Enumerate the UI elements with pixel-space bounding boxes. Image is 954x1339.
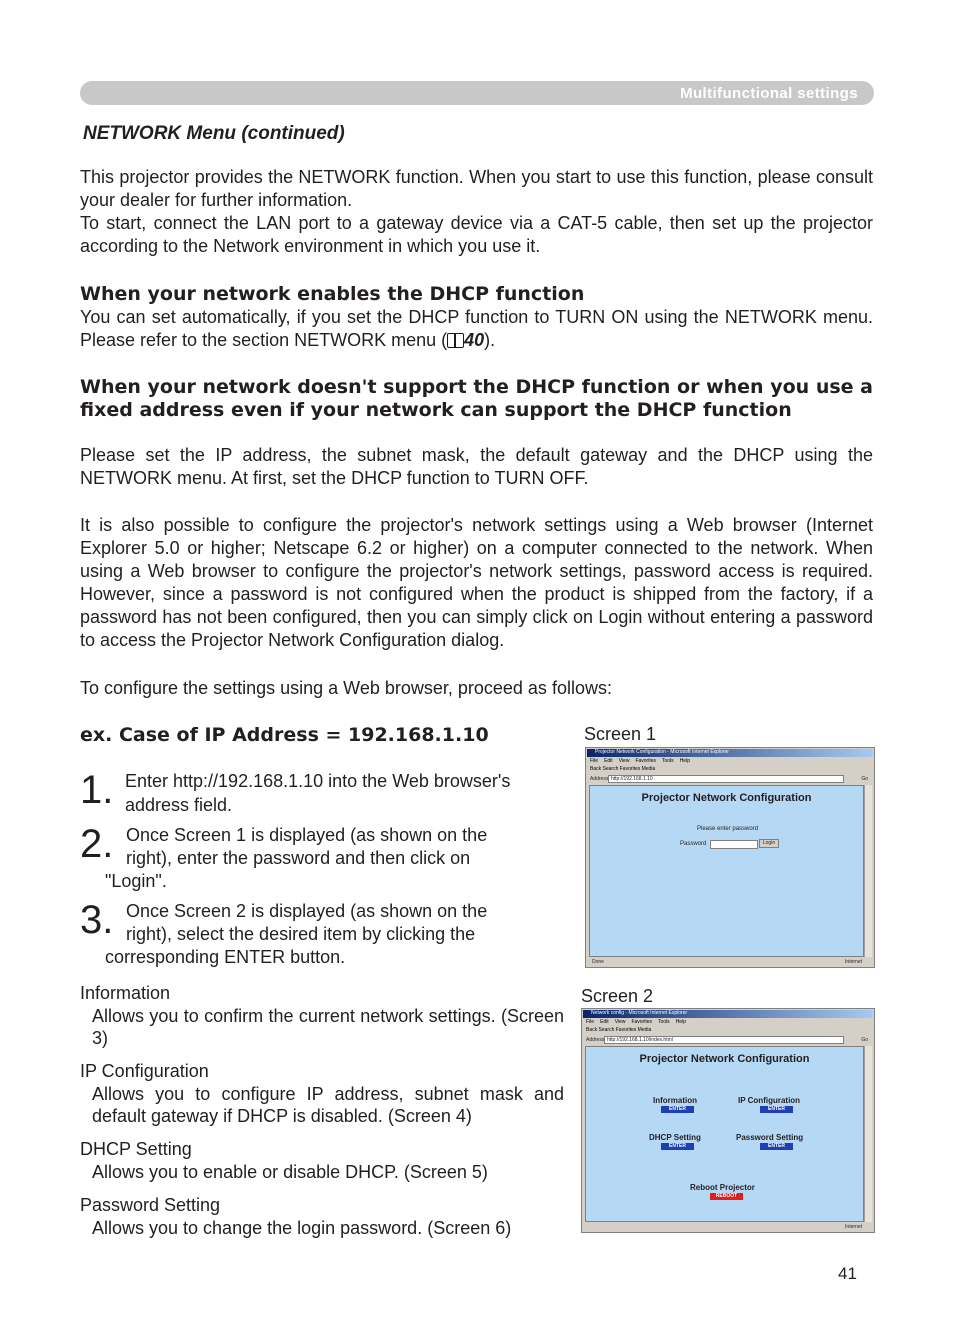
address-label: Address [586,1037,605,1043]
header-bar [80,81,874,105]
section-title: NETWORK Menu (continued) [83,123,345,144]
menu-item[interactable]: Help [675,1019,686,1025]
dhcp-enabled-text-after: ). [484,330,496,350]
password-label: Password [680,841,707,847]
menu-item[interactable]: File [590,758,599,764]
screen1-browser [585,747,875,968]
menu-item[interactable]: Favorites [631,1019,652,1025]
intro [80,166,873,258]
password-input[interactable] [710,840,758,849]
screen2-caption: Screen 2 [581,986,654,1006]
dhcp-fixed-heading: When your network doesn't support the DHCP function or when you use a fixed address even if your network can support the DHCP function [80,376,873,421]
scrollbar[interactable] [864,1046,872,1222]
example-heading: ex. Case of IP Address = 192.168.1.10 [80,724,489,746]
step-line: right), enter the password and then click on [126,848,471,868]
window-titlebar [587,749,873,757]
step-line: right), select the desired item by clicking the [126,924,476,944]
menu-item[interactable]: Help [679,758,690,764]
menu-item[interactable]: Edit [604,758,613,764]
dhcp-enabled-heading: When your network enables the DHCP function [80,283,585,305]
password-prompt: Please enter password [697,826,759,832]
step-line: address field. [125,795,233,815]
window-title: Network config - Microsoft Internet Explorer [591,1010,688,1016]
status-bar [584,1224,872,1231]
item-title: Information [80,983,171,1003]
reboot-label: Reboot Projector [690,1183,755,1192]
page-reference[interactable]: 40 [464,330,485,350]
page-heading: Projector Network Configuration [639,1053,810,1065]
option-ip-configuration: IP Configuration [738,1096,801,1105]
dhcp-enabled-text [80,306,873,352]
scrollbar[interactable] [864,785,872,957]
step-line: Once Screen 1 is displayed (as shown on the [126,825,488,845]
step-number: 2. [80,822,114,866]
menu-item[interactable]: View [618,758,630,764]
password-setting-enter-button[interactable]: ENTER [760,1143,793,1150]
reboot-button[interactable]: REBOOT [710,1193,743,1200]
dhcp-setting-enter-button[interactable]: ENTER [661,1143,694,1150]
step-line: corresponding ENTER button. [105,947,346,967]
step-number: 3. [80,898,114,942]
option-password-setting: Password Setting [736,1133,804,1142]
option-information: Information [653,1096,697,1105]
menu-bar [586,1019,692,1025]
status-bar [588,959,872,966]
menu-item[interactable]: Favorites [635,758,656,764]
window-title: Projector Network Configuration - Microsoft Internet Explorer [595,749,729,755]
menu-item[interactable]: File [586,1019,595,1025]
address-bar [584,1036,872,1044]
screen2-browser [581,1008,875,1233]
intro-paragraph: This projector provides the NETWORK function. When you start to use this function, please consult your dealer for further information. [80,167,873,210]
login-button[interactable]: Login [759,839,779,848]
zone-indicator: Internet [845,1224,862,1230]
go-button[interactable]: Go [861,776,868,782]
menu-item[interactable]: Tools [658,1019,670,1025]
address-input[interactable]: http://192.168.1.10 [608,775,844,783]
step-line: "Login". [105,871,167,891]
step-number: 1. [80,768,114,812]
menu-item[interactable]: Tools [662,758,674,764]
item-description: Allows you to change the login password. (Screen 6) [92,1218,512,1238]
item-description: Allows you to confirm the current network settings. (Screen 3) [92,1006,564,1048]
page-heading: Projector Network Configuration [641,792,812,804]
step-line: Enter http://192.168.1.10 into the Web browser's [125,771,511,791]
toolbar[interactable]: Back Search Favorites Media [586,1027,652,1033]
status-text: Done [592,959,604,965]
web-browser-paragraph: It is also possible to configure the projector's network settings using a Web browser (Internet Explorer 5.0 or higher; Netscape 6.2 or higher) on a computer connected to the network. When using a Web browser to configure the projector's network settings, password access is required. However, since a password is not configured when the product is shipped from the factory, if a password has not been configured, then you can simply click on Login without entering a password to access the Projector Network Configuration dialog. [80,515,873,650]
menu-bar [590,758,696,764]
window-titlebar [583,1010,873,1018]
item-description: Allows you to enable or disable DHCP. (Screen 5) [92,1162,488,1182]
option-dhcp-setting: DHCP Setting [649,1133,701,1142]
zone-indicator: Internet [845,959,862,965]
dhcp-enabled-text-before: You can set automatically, if you set the DHCP function to TURN ON using the NETWORK menu. Please refer to the section NETWORK menu ( [80,307,873,350]
item-description: Allows you to configure IP address, subnet mask and default gateway if DHCP is disabled. (Screen 4) [92,1084,564,1126]
address-label: Address [590,776,609,782]
toolbar[interactable]: Back Search Favorites Media [590,766,656,772]
item-title: DHCP Setting [80,1139,192,1159]
item-title: IP Configuration [80,1061,209,1081]
menu-item[interactable]: View [614,1019,626,1025]
information-enter-button[interactable]: ENTER [661,1106,694,1113]
item-title: Password Setting [80,1195,221,1215]
page-content [589,785,864,957]
configure-paragraph: To configure the settings using a Web browser, proceed as follows: [80,678,612,698]
address-input[interactable]: http://192.168.1.10/index.html [604,1036,844,1044]
step-line: Once Screen 2 is displayed (as shown on the [126,901,488,921]
address-bar [588,775,872,783]
ip-configuration-enter-button[interactable]: ENTER [760,1106,793,1113]
menu-item[interactable]: Edit [600,1019,609,1025]
header-label: Multifunctional settings [680,85,858,102]
page-content [585,1046,864,1222]
screen1-caption: Screen 1 [584,724,657,744]
page-number: 41 [838,1264,857,1283]
dhcp-fixed-text: Please set the IP address, the subnet mask, the default gateway and the DHCP using the NETWORK menu. At first, set the DHCP function to TURN OFF. [80,445,873,488]
intro-paragraph: To start, connect the LAN port to a gateway device via a CAT-5 cable, then set up the projector according to the Network environment in which you use it. [80,213,873,256]
book-icon [447,333,464,348]
go-button[interactable]: Go [861,1037,868,1043]
